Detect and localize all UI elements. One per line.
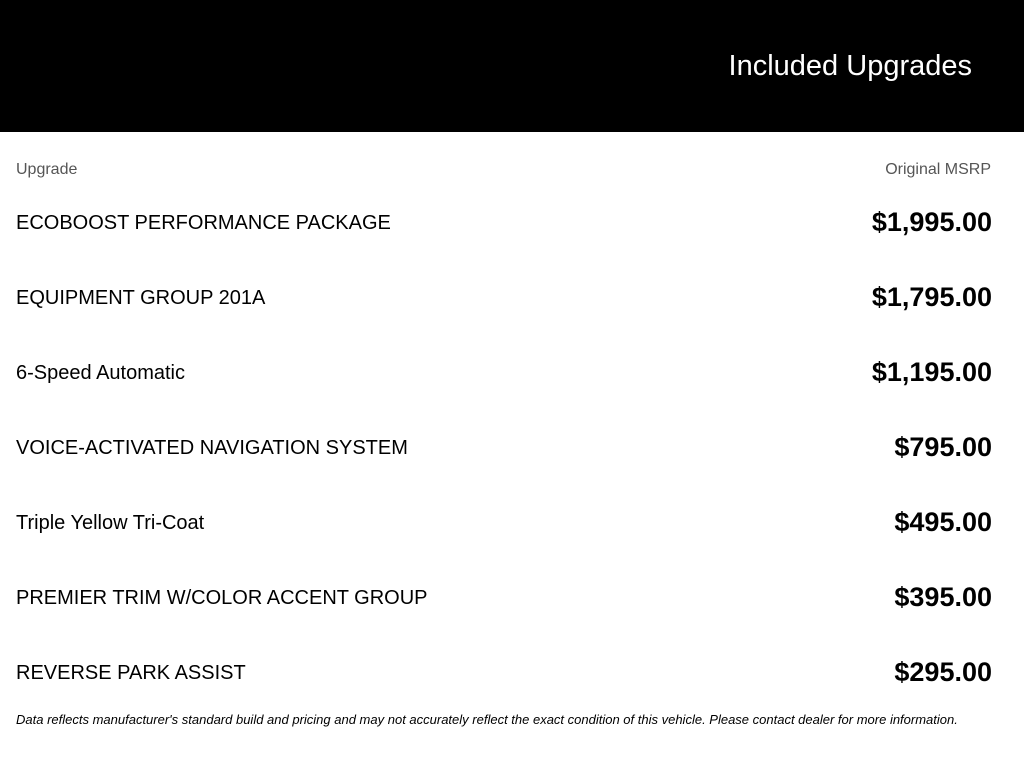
upgrade-name: PREMIER TRIM W/COLOR ACCENT GROUP	[16, 587, 428, 609]
header-bar	[0, 0, 1024, 132]
upgrade-price: $795.00	[894, 432, 992, 462]
upgrade-row	[16, 347, 992, 422]
upgrade-price: $1,995.00	[871, 207, 992, 237]
upgrade-name: Triple Yellow Tri-Coat	[16, 512, 205, 534]
column-header-msrp: Original MSRP	[885, 161, 991, 178]
upgrade-row	[16, 572, 992, 647]
upgrade-name: VOICE-ACTIVATED NAVIGATION SYSTEM	[16, 437, 408, 459]
upgrade-price: $1,795.00	[871, 282, 992, 312]
page-title: Included Upgrades	[728, 50, 972, 82]
upgrade-price: $495.00	[894, 507, 992, 537]
upgrade-name: ECOBOOST PERFORMANCE PACKAGE	[16, 212, 391, 234]
upgrades-list	[16, 197, 992, 722]
upgrade-price: $295.00	[894, 657, 992, 687]
upgrade-row	[16, 197, 992, 272]
upgrade-name: 6-Speed Automatic	[16, 362, 185, 384]
upgrade-price: $1,195.00	[871, 357, 992, 387]
disclaimer-text: Data reflects manufacturer's standard build and pricing and may not accurately reflect the exact condition of this vehicle. Please contact dealer for more information.	[16, 712, 958, 727]
upgrade-name: REVERSE PARK ASSIST	[16, 662, 246, 684]
upgrade-price: $395.00	[894, 582, 992, 612]
column-headers	[16, 160, 991, 180]
column-header-upgrade: Upgrade	[16, 161, 78, 178]
upgrade-row	[16, 272, 992, 347]
upgrade-row	[16, 497, 992, 572]
upgrade-name: EQUIPMENT GROUP 201A	[16, 287, 266, 309]
upgrade-row	[16, 422, 992, 497]
